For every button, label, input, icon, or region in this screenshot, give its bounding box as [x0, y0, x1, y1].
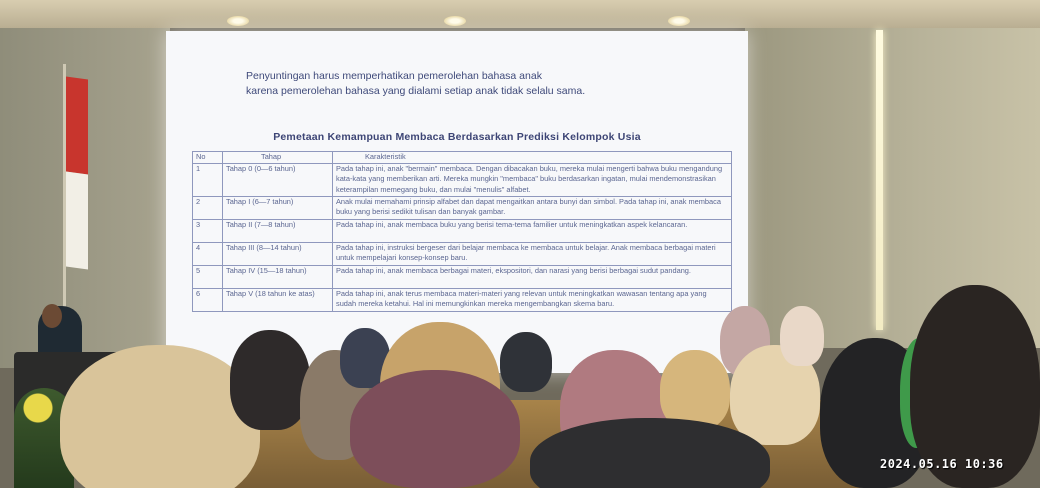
audience-member — [350, 370, 520, 488]
row-tahap: Tahap I (6—7 tahun) — [223, 196, 333, 219]
row-no: 1 — [193, 163, 223, 196]
row-karakteristik: Pada tahap ini, anak membaca buku yang berisi tema-tema familier untuk meningkatkan aspek kelancaran. — [333, 219, 732, 242]
row-no: 3 — [193, 219, 223, 242]
row-no: 2 — [193, 196, 223, 219]
row-karakteristik: Pada tahap ini, anak membaca berbagai materi, ekspositori, dan narasi yang berisi berbagai sudut pandang. — [333, 265, 732, 288]
row-tahap: Tahap V (18 tahun ke atas) — [223, 288, 333, 311]
row-tahap: Tahap II (7—8 tahun) — [223, 219, 333, 242]
row-karakteristik: Pada tahap ini, anak "bermain" membaca. Dengan dibacakan buku, mereka mulai mengerti bahwa buku mengandung kata-kata yang memberikan arti. Mereka mungkin "membaca" buku berdasarkan ingatan, mulai mendemonstrasikan keterampilan memegang buku, dan mulai "menulis" alfabet. — [333, 163, 732, 196]
column-header-karakteristik: Karakteristik — [333, 152, 732, 164]
row-no: 6 — [193, 288, 223, 311]
audience-member — [500, 332, 552, 392]
photo-timestamp: 2024.05.16 10:36 — [880, 457, 1004, 471]
audience-member — [230, 330, 310, 430]
row-karakteristik: Pada tahap ini, anak terus membaca materi-materi yang relevan untuk meningkatkan wawasan tentang apa yang sudah mereka ketahui. Hal ini memungkinkan mereka mengembangkan skema baru. — [333, 288, 732, 311]
column-header-no: No — [193, 152, 223, 164]
row-tahap: Tahap IV (15—18 tahun) — [223, 265, 333, 288]
row-no: 4 — [193, 242, 223, 265]
slide-title: Pemetaan Kemampuan Membaca Berdasarkan Prediksi Kelompok Usia — [273, 131, 641, 143]
row-tahap: Tahap 0 (0—6 tahun) — [223, 163, 333, 196]
column-header-tahap: Tahap — [223, 152, 333, 164]
row-karakteristik: Anak mulai memahami prinsip alfabet dan dapat mengaitkan antara bunyi dan simbol. Pada tahap ini, anak membaca buku yang berisi sedikit tulisan dan banyak gambar. — [333, 196, 732, 219]
row-tahap: Tahap III (8—14 tahun) — [223, 242, 333, 265]
row-karakteristik: Pada tahap ini, instruksi bergeser dari belajar membaca ke membaca untuk belajar. Anak membaca berbagai materi untuk mempelajari konsep-konsep baru. — [333, 242, 732, 265]
audience-member — [780, 306, 824, 366]
slide-intro-line: karena pemerolehan bahasa yang dialami setiap anak tidak selalu sama. — [246, 85, 586, 97]
slide-intro-line: Penyuntingan harus memperhatikan pemerolehan bahasa anak — [246, 70, 542, 82]
row-no: 5 — [193, 265, 223, 288]
